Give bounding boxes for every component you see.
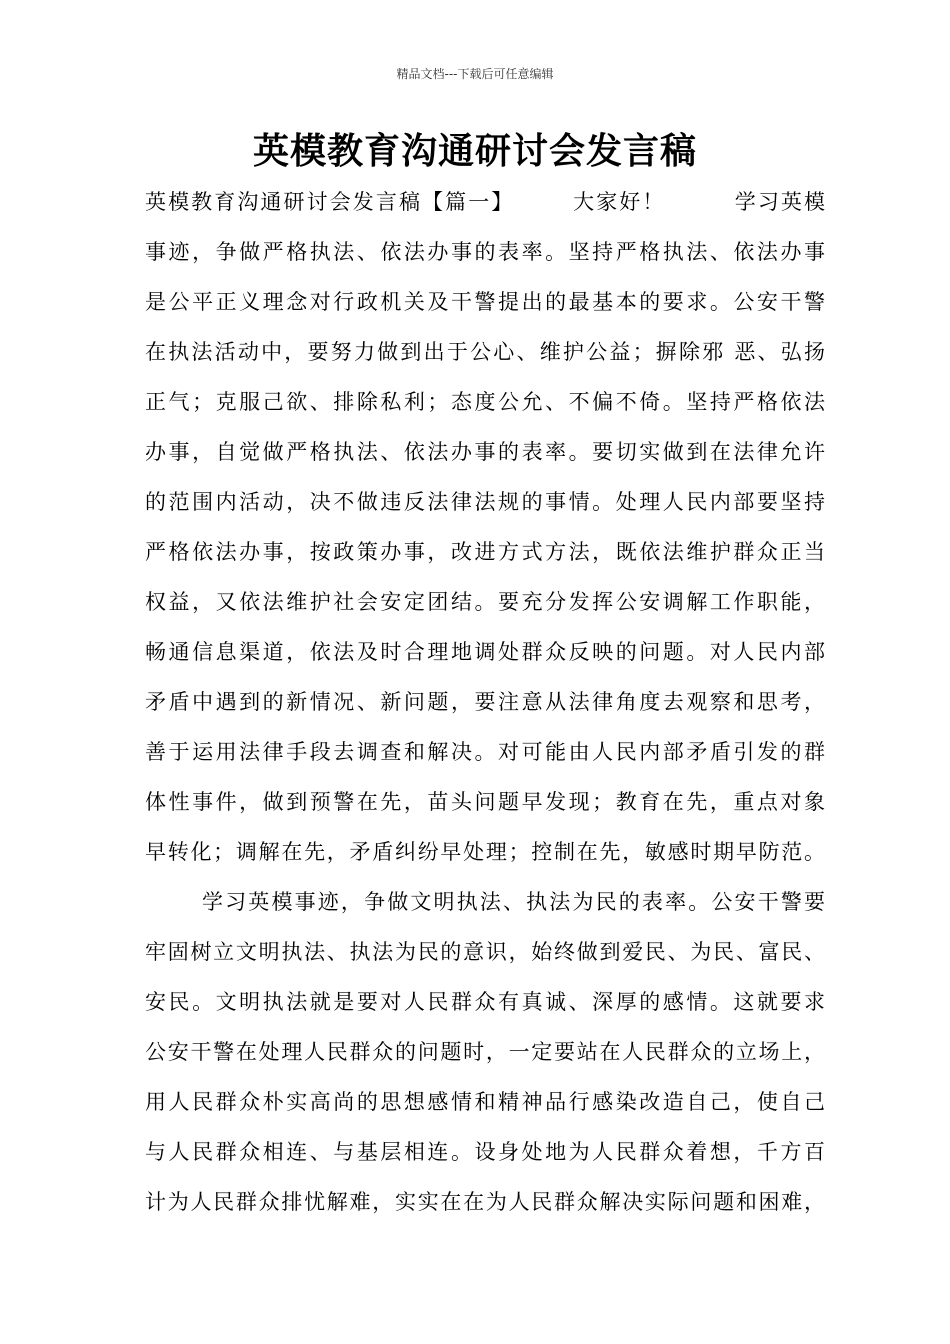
body-line: 英模教育沟通研讨会发言稿【篇一】 大家好！ 学习英模 xyxy=(145,190,825,214)
document-body xyxy=(145,177,825,1227)
body-line: 牢固树立文明执法、执法为民的意识，始终做到爱民、为民、富民、 xyxy=(145,940,825,964)
body-line: 权益，又依法维护社会安定团结。要充分发挥公安调解工作职能， xyxy=(145,590,825,614)
body-line: 正气；克服己欲、排除私利；态度公允、不偏不倚。坚持严格依法 xyxy=(145,390,825,414)
body-line: 计为人民群众排忧解难，实实在在为人民群众解决实际问题和困难， xyxy=(145,1190,825,1214)
body-line: 安民。文明执法就是要对人民群众有真诚、深厚的感情。这就要求 xyxy=(145,990,825,1014)
body-line: 在执法活动中，要努力做到出于公心、维护公益；摒除邪 恶、弘扬 xyxy=(145,340,825,364)
body-line: 事迹，争做严格执法、依法办事的表率。坚持严格执法、依法办事 xyxy=(145,240,825,264)
body-line: 体性事件，做到预警在先，苗头问题早发现；教育在先，重点对象 xyxy=(145,790,825,814)
document-title: 英模教育沟通研讨会发言稿 xyxy=(252,131,697,172)
body-line: 严格依法办事，按政策办事，改进方式方法，既依法维护群众正当 xyxy=(145,540,825,564)
body-line: 畅通信息渠道，依法及时合理地调处群众反映的问题。对人民内部 xyxy=(145,640,825,664)
body-line: 早转化；调解在先，矛盾纠纷早处理；控制在先，敏感时期早防范。 xyxy=(145,840,825,864)
body-line: 善于运用法律手段去调查和解决。对可能由人民内部矛盾引发的群 xyxy=(145,740,825,764)
body-line: 矛盾中遇到的新情况、新问题，要注意从法律角度去观察和思考， xyxy=(145,690,825,714)
body-line: 与人民群众相连、与基层相连。设身处地为人民群众着想，千方百 xyxy=(145,1140,825,1164)
body-line: 是公平正义理念对行政机关及干警提出的最基本的要求。公安干警 xyxy=(145,290,825,314)
header-note: 精品文档---下载后可任意编辑 xyxy=(396,67,554,81)
body-line: 学习英模事迹，争做文明执法、执法为民的表率。公安干警要 xyxy=(202,890,825,914)
body-line: 办事，自觉做严格执法、依法办事的表率。要切实做到在法律允许 xyxy=(145,440,825,464)
body-line: 用人民群众朴实高尚的思想感情和精神品行感染改造自己，使自己 xyxy=(145,1090,825,1114)
body-line: 的范围内活动，决不做违反法律法规的事情。处理人民内部要坚持 xyxy=(145,490,825,514)
body-line: 公安干警在处理人民群众的问题时，一定要站在人民群众的立场上， xyxy=(145,1040,825,1064)
